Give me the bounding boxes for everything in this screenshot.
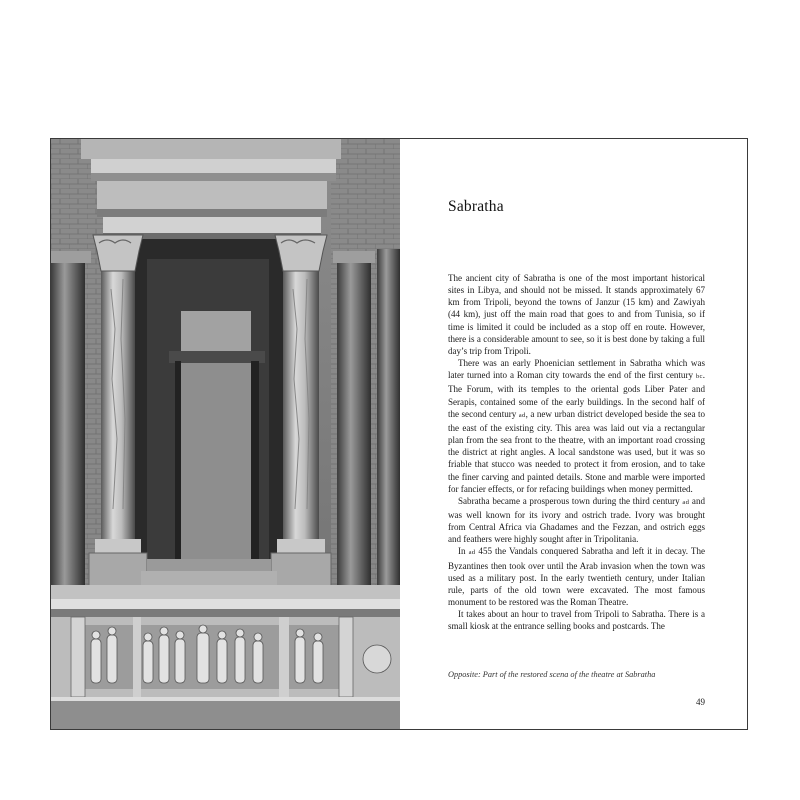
text-run: The ancient city of Sabratha is one of the most important historical sites in Libya, and should not be missed. It stands approximately 67 km from Tripoli, beyond the towns of Janzur (15 km) and Zawiyah (44 km), just off the main road that goes to and from Tunisia, so if time is limited it could be included as a stop off en route. However, there is a considerable amount to see, so it is best done by taking a full day’s trip from Tripoli. bbox=[448, 273, 705, 356]
body-paragraph bbox=[448, 608, 705, 632]
body-paragraph bbox=[448, 357, 705, 495]
text-run: It takes about an hour to travel from Tripoli to Sabratha. There is a small kiosk at the entrance selling books and postcards. The bbox=[448, 609, 705, 632]
text-run: There was an early Phoenician settlement in Sabratha which was later turned into a Roman city towards the end of the first century bbox=[448, 358, 705, 381]
page-number: 49 bbox=[696, 697, 705, 707]
theatre-scena-image bbox=[51, 139, 400, 729]
text-run: . The Forum, with its temples to the oriental gods Liber Pater and Serapis, contained some of the early buildings. In the second half of the second century bbox=[448, 370, 705, 419]
era-abbreviation: bc bbox=[695, 373, 703, 381]
chapter-title: Sabratha bbox=[448, 198, 504, 215]
era-abbreviation: ad bbox=[468, 549, 476, 557]
photo-caption: Opposite: Part of the restored scena of the theatre at Sabratha bbox=[448, 670, 656, 679]
text-run: , a new urban district developed beside the sea to the east of the existing city. This area was laid out via a rectangular plan from the sea front to the theatre, with an important road crossing the district at right angles. A local sandstone was used, but it was so friable that stucco was needed to protect it from erosion, and to take the finer carving and painted details. Stone and marble were imported for fancier effects, or for refacing buildings when money permitted. bbox=[448, 408, 705, 494]
text-page bbox=[400, 139, 747, 729]
text-run: 455 the Vandals conquered Sabratha and left it in decay. The Byzantines then took over until the Arab invasion when the town was used as a military post. In the early twentieth century, under Italian rule, parts of the old town were excavated. The most famous monument to be restored was the Roman Theatre. bbox=[448, 546, 705, 608]
text-run: In bbox=[458, 546, 469, 557]
body-paragraph bbox=[448, 272, 705, 357]
body-paragraph bbox=[448, 495, 705, 546]
era-abbreviation: ad bbox=[682, 498, 690, 506]
era-abbreviation: ad bbox=[518, 411, 526, 419]
book-spread bbox=[50, 138, 748, 730]
theatre-photograph bbox=[51, 139, 400, 729]
body-text bbox=[448, 272, 705, 633]
body-paragraph bbox=[448, 545, 705, 608]
text-run: Sabratha became a prosperous town during the third century bbox=[458, 495, 683, 506]
text-run: and was well known for its ivory and ostrich trade. Ivory was brought from Central Africa via Ghadames and the Fezzan, and ostrich eggs and feathers were highly sought after in Tripolitania. bbox=[448, 495, 705, 545]
